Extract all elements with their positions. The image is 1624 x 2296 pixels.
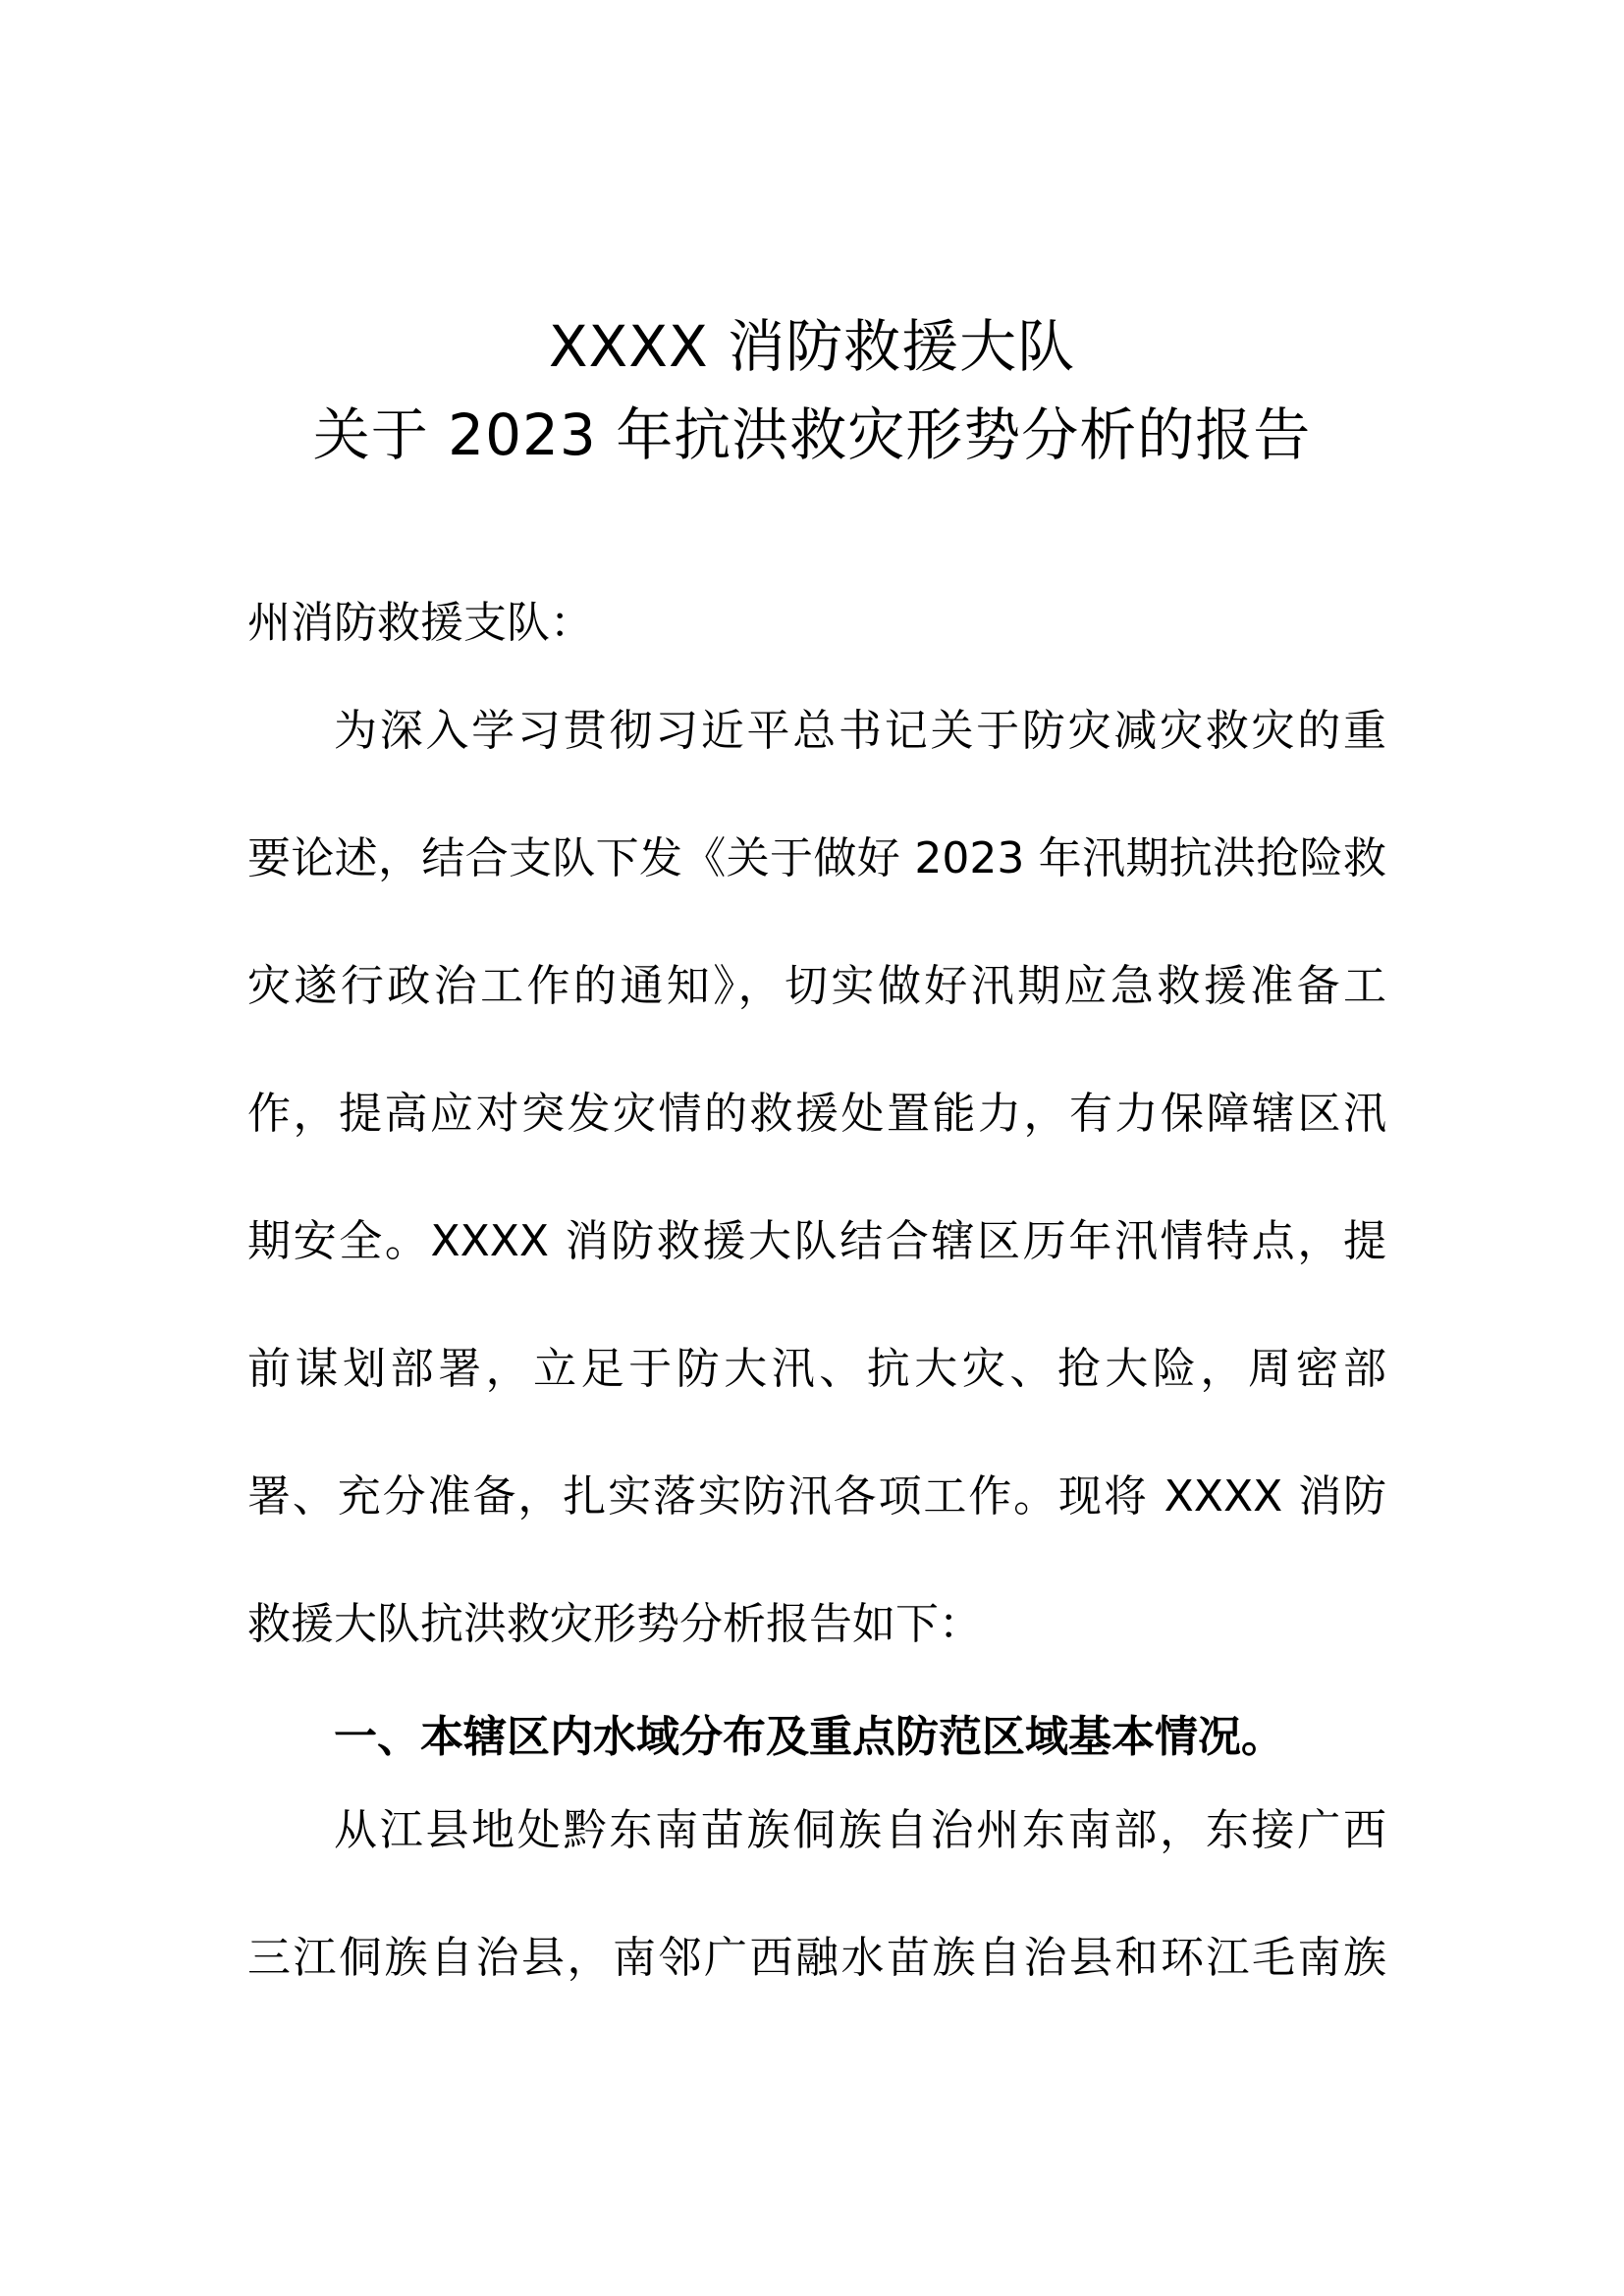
document-title-line-2: 关于 2023 年抗洪救灾形势分析的报告 — [312, 401, 1312, 468]
document-title-line-1: XXXX 消防救援大队 — [548, 313, 1076, 380]
section-1-heading: 一、本辖区内水域分布及重点防范区域基本情况。 — [334, 1712, 1284, 1762]
paragraph-1-line-4: 作，提高应对突发灾情的救援处置能力，有力保障辖区汛 — [247, 1089, 1386, 1139]
paragraph-1-line-2: 要论述，结合支队下发《关于做好 2023 年汛期抗洪抢险救 — [247, 833, 1386, 883]
addressee: 州消防救援支队： — [247, 598, 593, 648]
paragraph-2-line-1: 从江县地处黔东南苗族侗族自治州东南部，东接广西 — [334, 1805, 1386, 1855]
paragraph-1-line-1: 为深入学习贯彻习近平总书记关于防灾减灾救灾的重 — [334, 706, 1386, 756]
paragraph-1-line-8: 救援大队抗洪救灾形势分析报告如下： — [247, 1599, 982, 1649]
paragraph-2-line-2: 三江侗族自治县，南邻广西融水苗族自治县和环江毛南族 — [247, 1933, 1386, 1983]
paragraph-1-line-7: 署、充分准备，扎实落实防汛各项工作。现将 XXXX 消防 — [247, 1471, 1386, 1522]
paragraph-1-line-6: 前谋划部署，立足于防大汛、抗大灾、抢大险，周密部 — [247, 1344, 1386, 1394]
paragraph-1-line-5: 期安全。XXXX 消防救援大队结合辖区历年汛情特点，提 — [247, 1216, 1386, 1266]
paragraph-1-line-3: 灾遂行政治工作的通知》，切实做好汛期应急救援准备工 — [247, 961, 1386, 1011]
